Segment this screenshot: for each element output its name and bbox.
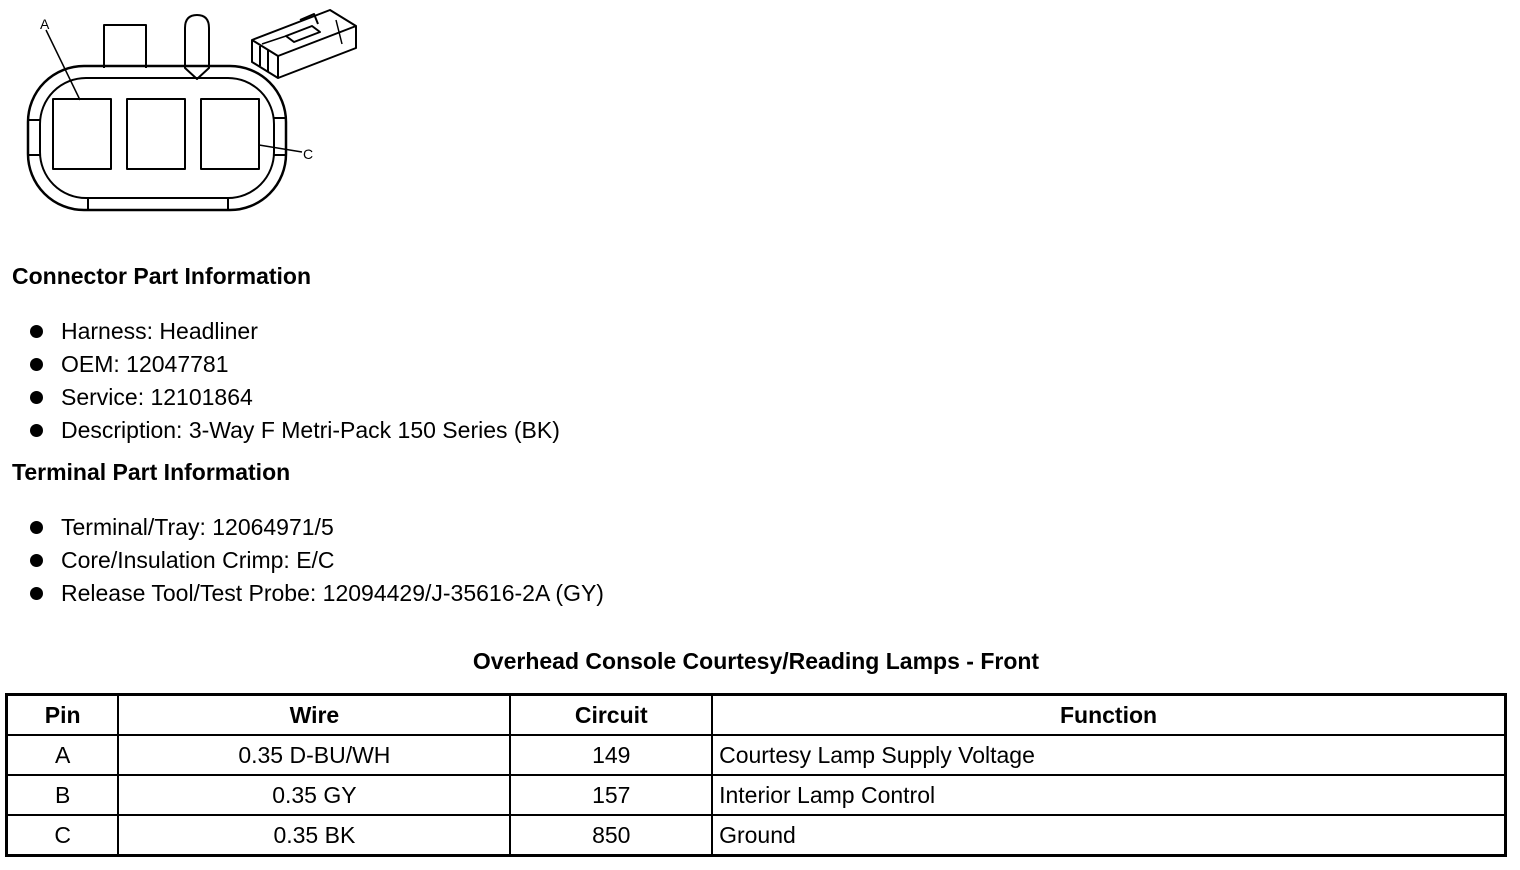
table-row xyxy=(7,735,1506,775)
crimp-text: Core/Insulation Crimp: E/C xyxy=(61,547,335,573)
bullet-icon xyxy=(30,587,43,600)
cell-pin: B xyxy=(7,775,119,815)
header-pin: Pin xyxy=(7,695,119,736)
table-row xyxy=(7,775,1506,815)
table-row xyxy=(7,815,1506,856)
header-wire: Wire xyxy=(118,695,510,736)
pin-a-label: A xyxy=(40,16,50,32)
cell-wire: 0.35 GY xyxy=(118,775,510,815)
cell-pin: A xyxy=(7,735,119,775)
cell-pin: C xyxy=(7,815,119,856)
table-header-row xyxy=(7,695,1506,736)
release-tool-text: Release Tool/Test Probe: 12094429/J-35616-2A (GY) xyxy=(61,580,604,606)
terminal-part-heading: Terminal Part Information xyxy=(12,459,291,485)
description-text: Description: 3-Way F Metri-Pack 150 Series (BK) xyxy=(61,417,560,443)
cell-function: Interior Lamp Control xyxy=(712,775,1505,815)
header-function: Function xyxy=(712,695,1505,736)
pin-table-title: Overhead Console Courtesy/Reading Lamps - Front xyxy=(472,648,1040,674)
cell-circuit: 149 xyxy=(510,735,712,775)
cell-circuit: 850 xyxy=(510,815,712,856)
bullet-icon xyxy=(30,554,43,567)
connector-face-diagram xyxy=(0,0,380,220)
bullet-icon xyxy=(30,391,43,404)
connector-part-heading: Connector Part Information xyxy=(12,263,312,289)
bullet-icon xyxy=(30,424,43,437)
cell-function: Courtesy Lamp Supply Voltage xyxy=(712,735,1505,775)
harness-text: Harness: Headliner xyxy=(61,318,258,344)
pin-table xyxy=(5,693,1507,857)
cell-function: Ground xyxy=(712,815,1505,856)
bullet-icon xyxy=(30,521,43,534)
cell-circuit: 157 xyxy=(510,775,712,815)
bullet-icon xyxy=(30,325,43,338)
oem-text: OEM: 12047781 xyxy=(61,351,229,377)
terminal-tray-text: Terminal/Tray: 12064971/5 xyxy=(61,514,334,540)
header-circuit: Circuit xyxy=(510,695,712,736)
cell-wire: 0.35 BK xyxy=(118,815,510,856)
pin-c-label: C xyxy=(303,146,314,162)
cell-wire: 0.35 D-BU/WH xyxy=(118,735,510,775)
service-text: Service: 12101864 xyxy=(61,384,253,410)
bullet-icon xyxy=(30,358,43,371)
